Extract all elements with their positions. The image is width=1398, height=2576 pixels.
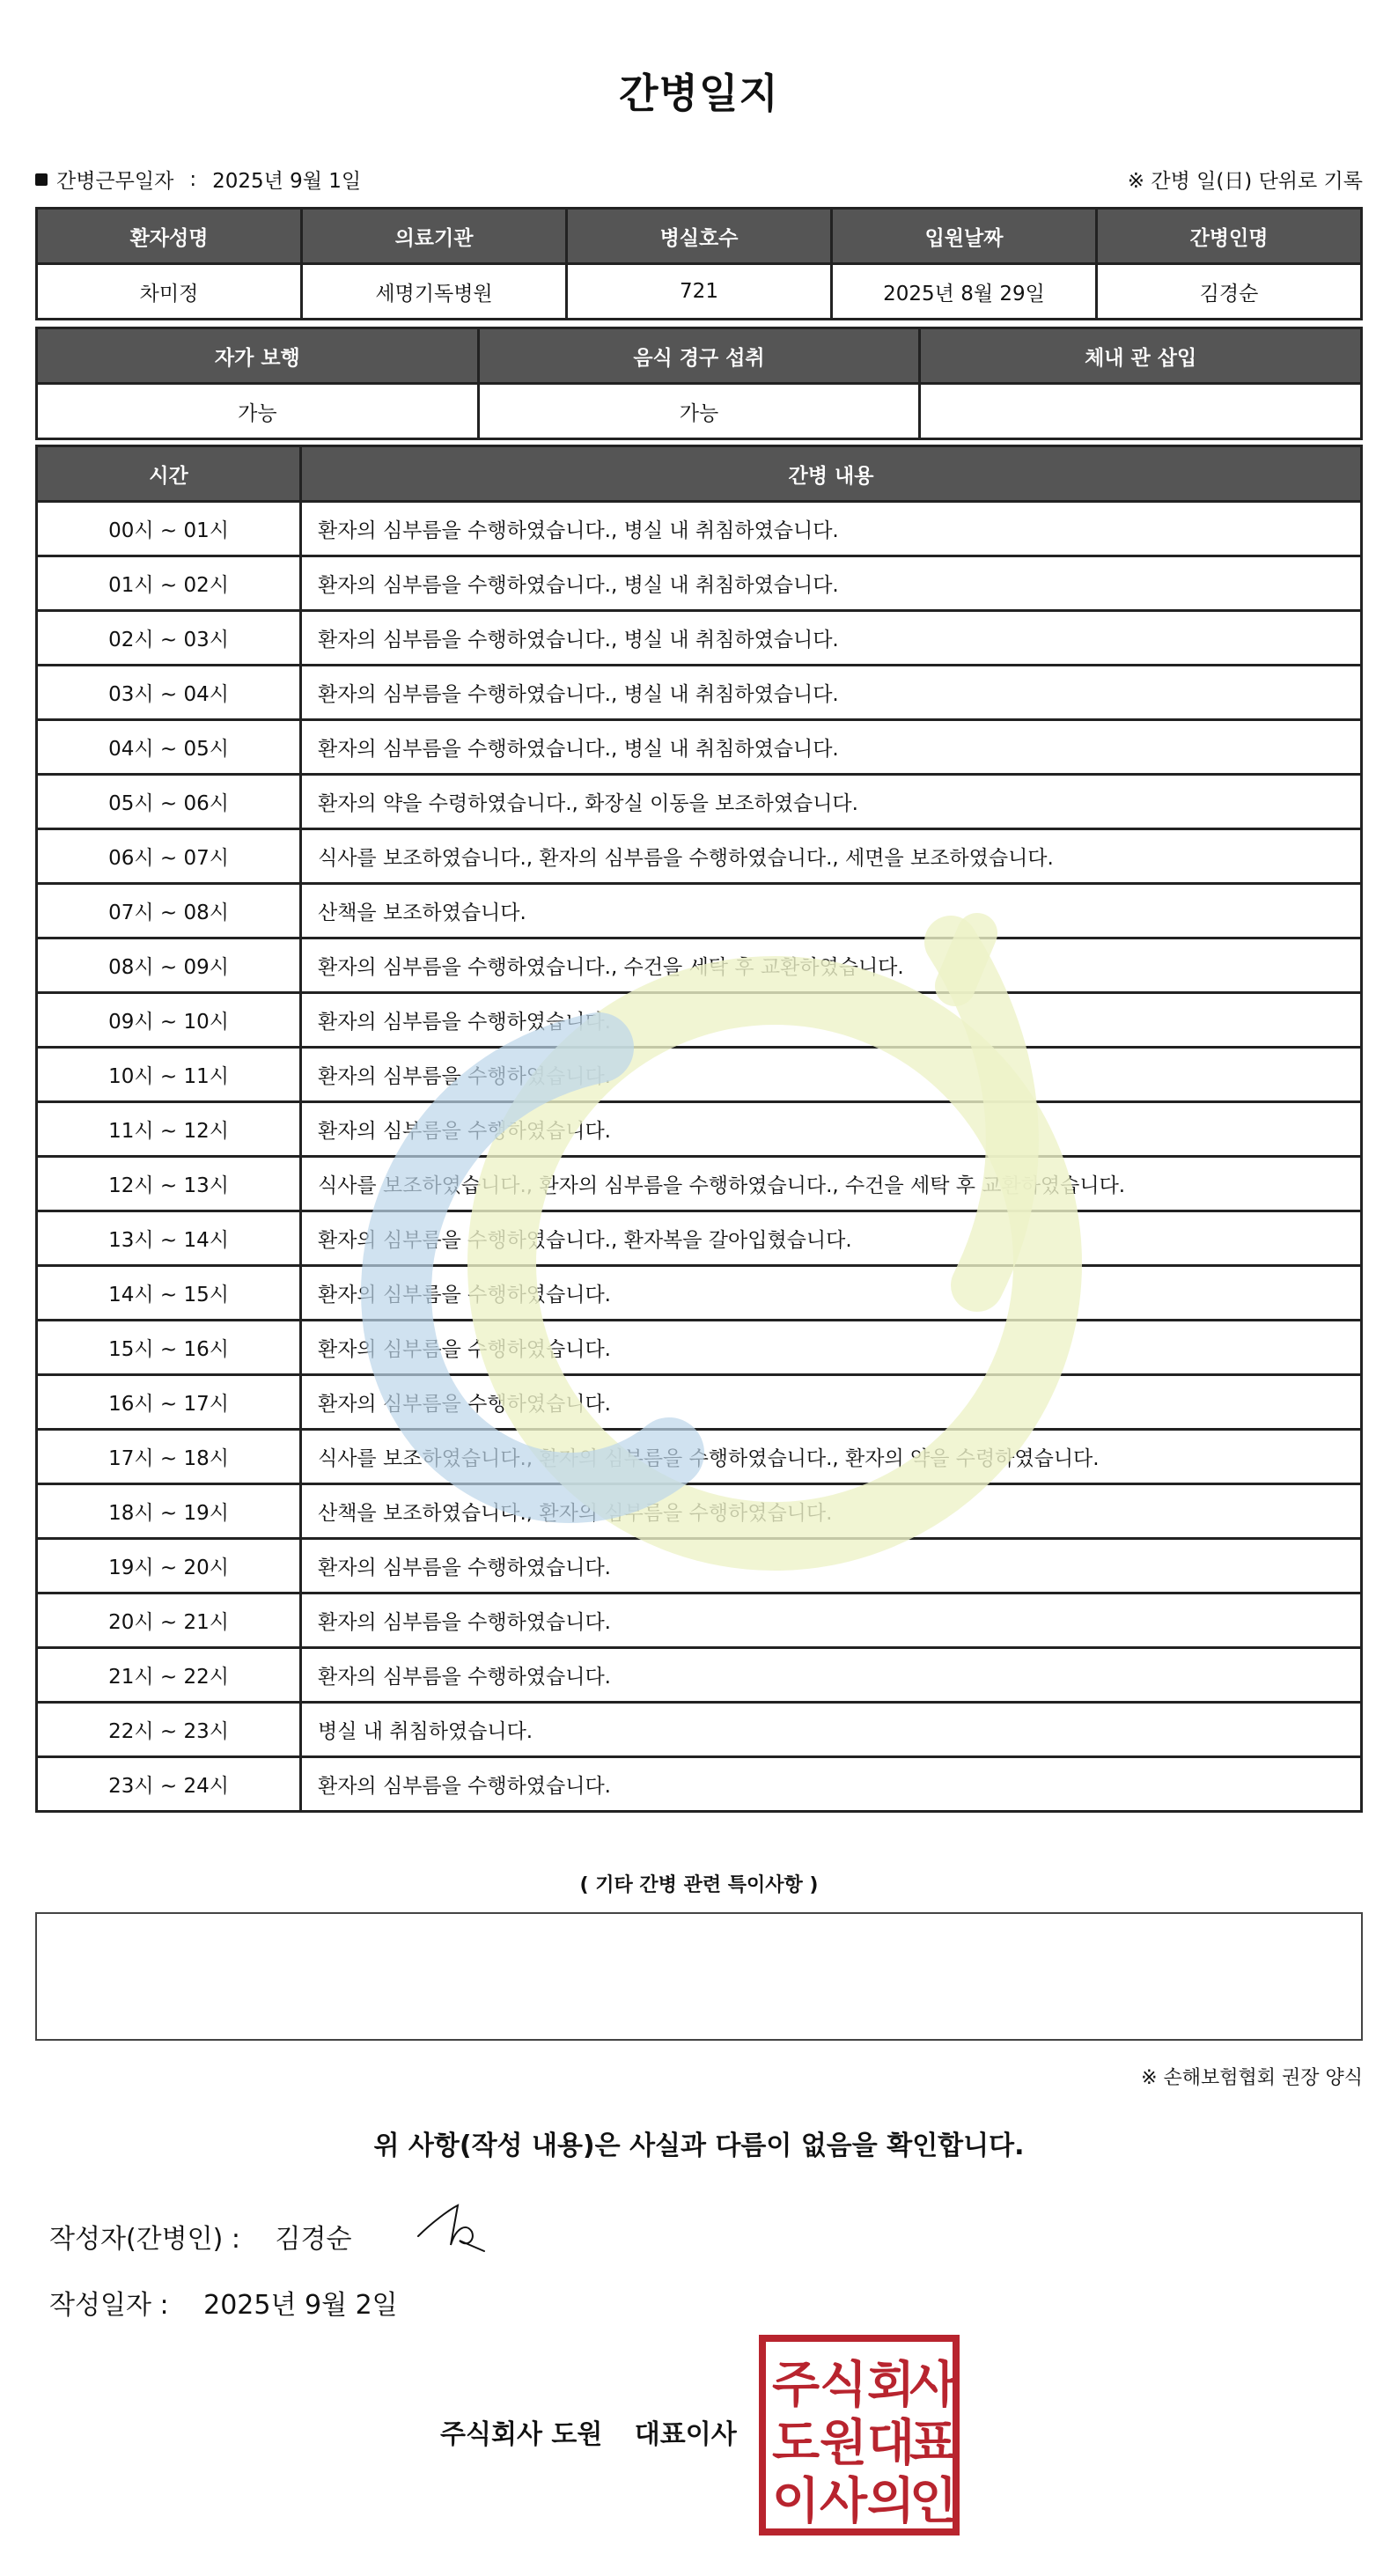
svg-text:이: 이: [771, 2473, 820, 2530]
log-content: 식사를 보조하였습니다., 환자의 심부름을 수행하였습니다., 수건을 세탁 후 교환하였습니다.: [301, 1157, 1362, 1211]
confirmation-text: 위 사항(작성 내용)은 사실과 다름이 없음을 확인합니다.: [373, 2131, 1025, 2161]
table-row: [37, 502, 1362, 556]
table-header-row: [37, 209, 1362, 264]
table-row: [37, 775, 1362, 829]
log-content: 환자의 심부름을 수행하였습니다.: [301, 1375, 1362, 1430]
log-time: 09시 ~ 10시: [37, 993, 301, 1048]
log-content: 산책을 보조하였습니다.: [301, 884, 1362, 938]
table-row: [37, 993, 1362, 1048]
log-content: 식사를 보조하였습니다., 환자의 심부름을 수행하였습니다., 세면을 보조하였습니다.: [301, 829, 1362, 884]
log-time: 07시 ~ 08시: [37, 884, 301, 938]
table-row: [37, 1430, 1362, 1484]
log-time: 17시 ~ 18시: [37, 1430, 301, 1484]
log-time: 10시 ~ 11시: [37, 1048, 301, 1102]
log-content: 환자의 심부름을 수행하였습니다., 병실 내 취침하였습니다.: [301, 666, 1362, 720]
table-row: [37, 884, 1362, 938]
work-date-label: 간병근무일자: [56, 170, 174, 193]
log-content: 환자의 심부름을 수행하였습니다., 환자복을 갈아입혔습니다.: [301, 1211, 1362, 1266]
table-row: [37, 1266, 1362, 1321]
log-time: 12시 ~ 13시: [37, 1157, 301, 1211]
patient-name: 차미정: [37, 264, 302, 320]
bullet-square-icon: [35, 173, 48, 186]
svg-text:사: 사: [819, 2473, 868, 2530]
log-time: 18시 ~ 19시: [37, 1484, 301, 1539]
log-content: 환자의 심부름을 수행하였습니다.: [301, 1048, 1362, 1102]
signature-mark: [414, 2197, 493, 2258]
log-content: 병실 내 취침하였습니다.: [301, 1703, 1362, 1757]
log-content: 환자의 심부름을 수행하였습니다., 병실 내 취침하였습니다.: [301, 611, 1362, 666]
table-row: [37, 1102, 1362, 1157]
written-date-label: 작성일자 :: [49, 2290, 169, 2321]
header-self-walking: 자가 보행: [37, 328, 479, 384]
writer-label: 작성자(간병인) :: [49, 2224, 240, 2255]
svg-text:표: 표: [909, 2415, 958, 2472]
writer-name: 김경순: [275, 2224, 352, 2255]
table-row: [37, 720, 1362, 775]
table-row: [37, 1375, 1362, 1430]
log-time: 19시 ~ 20시: [37, 1539, 301, 1593]
table-row: [37, 938, 1362, 993]
table-row: [37, 1321, 1362, 1375]
log-time: 00시 ~ 01시: [37, 502, 301, 556]
log-content: 환자의 심부름을 수행하였습니다.: [301, 1102, 1362, 1157]
tube-insertion-value: [920, 384, 1362, 439]
log-content: 환자의 심부름을 수행하였습니다., 수건을 세탁 후 교환하였습니다.: [301, 938, 1362, 993]
table-row: [37, 1593, 1362, 1648]
header-care-content: 간병 내용: [301, 446, 1362, 502]
table-row: [37, 829, 1362, 884]
patient-info-table: [35, 207, 1363, 320]
log-content: 환자의 심부름을 수행하였습니다.: [301, 1321, 1362, 1375]
log-time: 03시 ~ 04시: [37, 666, 301, 720]
log-content: 환자의 심부름을 수행하였습니다., 병실 내 취침하였습니다.: [301, 502, 1362, 556]
table-row: [37, 666, 1362, 720]
log-content: 환자의 심부름을 수행하였습니다.: [301, 1648, 1362, 1703]
svg-text:대: 대: [866, 2415, 916, 2472]
header-caregiver-name: 간병인명: [1097, 209, 1362, 264]
table-row: [37, 1048, 1362, 1102]
svg-text:회: 회: [866, 2357, 916, 2414]
svg-text:식: 식: [819, 2357, 868, 2414]
log-content: 산책을 보조하였습니다., 환자의 심부름을 수행하였습니다.: [301, 1484, 1362, 1539]
page-title: 간병일지: [619, 70, 779, 117]
log-time: 01시 ~ 02시: [37, 556, 301, 611]
log-time: 13시 ~ 14시: [37, 1211, 301, 1266]
table-row: [37, 611, 1362, 666]
log-content: 환자의 심부름을 수행하였습니다., 병실 내 취침하였습니다.: [301, 720, 1362, 775]
svg-text:인: 인: [909, 2473, 958, 2530]
written-date-value: 2025년 9월 2일: [203, 2290, 398, 2321]
admission-date: 2025년 8월 29일: [832, 264, 1097, 320]
writer-line: [49, 2217, 351, 2256]
ability-table: [35, 327, 1363, 440]
notes-box[interactable]: [35, 1912, 1363, 2041]
svg-text:의: 의: [866, 2473, 916, 2530]
svg-text:사: 사: [909, 2357, 958, 2414]
work-date-colon: :: [189, 167, 197, 191]
log-content: 환자의 심부름을 수행하였습니다.: [301, 1593, 1362, 1648]
log-content: 환자의 심부름을 수행하였습니다.: [301, 993, 1362, 1048]
log-time: 16시 ~ 17시: [37, 1375, 301, 1430]
log-content: 식사를 보조하였습니다., 환자의 심부름을 수행하였습니다., 환자의 약을 수령하였습니다.: [301, 1430, 1362, 1484]
table-row: [37, 1484, 1362, 1539]
table-row: [37, 1648, 1362, 1703]
table-row: [37, 1157, 1362, 1211]
table-row: [37, 1539, 1362, 1593]
unit-note: ※ 간병 일(日) 단위로 기록: [1127, 170, 1363, 193]
table-header-row: [37, 446, 1362, 502]
log-content: 환자의 심부름을 수행하였습니다.: [301, 1757, 1362, 1812]
log-time: 23시 ~ 24시: [37, 1757, 301, 1812]
company-title: 대표이사: [634, 2419, 737, 2450]
log-content: 환자의 심부름을 수행하였습니다.: [301, 1539, 1362, 1593]
log-time: 21시 ~ 22시: [37, 1648, 301, 1703]
svg-text:원: 원: [819, 2415, 868, 2472]
notes-title: ( 기타 간병 관련 특이사항 ): [579, 1874, 819, 1896]
log-time: 14시 ~ 15시: [37, 1266, 301, 1321]
header-time: 시간: [37, 446, 301, 502]
log-time: 02시 ~ 03시: [37, 611, 301, 666]
table-row: [37, 1703, 1362, 1757]
company-seal-stamp: [759, 2335, 960, 2536]
care-log-table: [35, 445, 1363, 1813]
work-date-value: 2025년 9월 1일: [212, 170, 362, 193]
recommendation-note: ※ 손해보험협회 권장 양식: [1141, 2067, 1363, 2089]
log-time: 08시 ~ 09시: [37, 938, 301, 993]
log-time: 20시 ~ 21시: [37, 1593, 301, 1648]
table-row: [37, 556, 1362, 611]
log-content: 환자의 약을 수령하였습니다., 화장실 이동을 보조하였습니다.: [301, 775, 1362, 829]
log-time: 04시 ~ 05시: [37, 720, 301, 775]
header-room-number: 병실호수: [567, 209, 832, 264]
log-time: 22시 ~ 23시: [37, 1703, 301, 1757]
header-tube-insertion: 체내 관 삽입: [920, 328, 1362, 384]
oral-intake-value: 가능: [478, 384, 920, 439]
log-time: 11시 ~ 12시: [37, 1102, 301, 1157]
log-time: 15시 ~ 16시: [37, 1321, 301, 1375]
work-date-line: [35, 165, 361, 194]
table-row: [37, 1757, 1362, 1812]
table-header-row: [37, 328, 1362, 384]
table-row: [37, 1211, 1362, 1266]
header-oral-intake: 음식 경구 섭취: [478, 328, 920, 384]
company-name: 주식회사 도원: [440, 2419, 603, 2450]
room-number: 721: [567, 264, 832, 320]
log-content: 환자의 심부름을 수행하였습니다.: [301, 1266, 1362, 1321]
caregiver-name: 김경순: [1097, 264, 1362, 320]
header-admission-date: 입원날짜: [832, 209, 1097, 264]
log-time: 06시 ~ 07시: [37, 829, 301, 884]
svg-text:도: 도: [771, 2415, 820, 2472]
log-time: 05시 ~ 06시: [37, 775, 301, 829]
table-row: [37, 264, 1362, 320]
header-hospital: 의료기관: [302, 209, 567, 264]
hospital-name: 세명기독병원: [302, 264, 567, 320]
written-date-line: [49, 2283, 398, 2322]
svg-text:주: 주: [771, 2357, 820, 2414]
self-walking-value: 가능: [37, 384, 479, 439]
table-row: [37, 384, 1362, 439]
log-content: 환자의 심부름을 수행하였습니다., 병실 내 취침하였습니다.: [301, 556, 1362, 611]
header-patient-name: 환자성명: [37, 209, 302, 264]
company-line: [440, 2412, 737, 2451]
